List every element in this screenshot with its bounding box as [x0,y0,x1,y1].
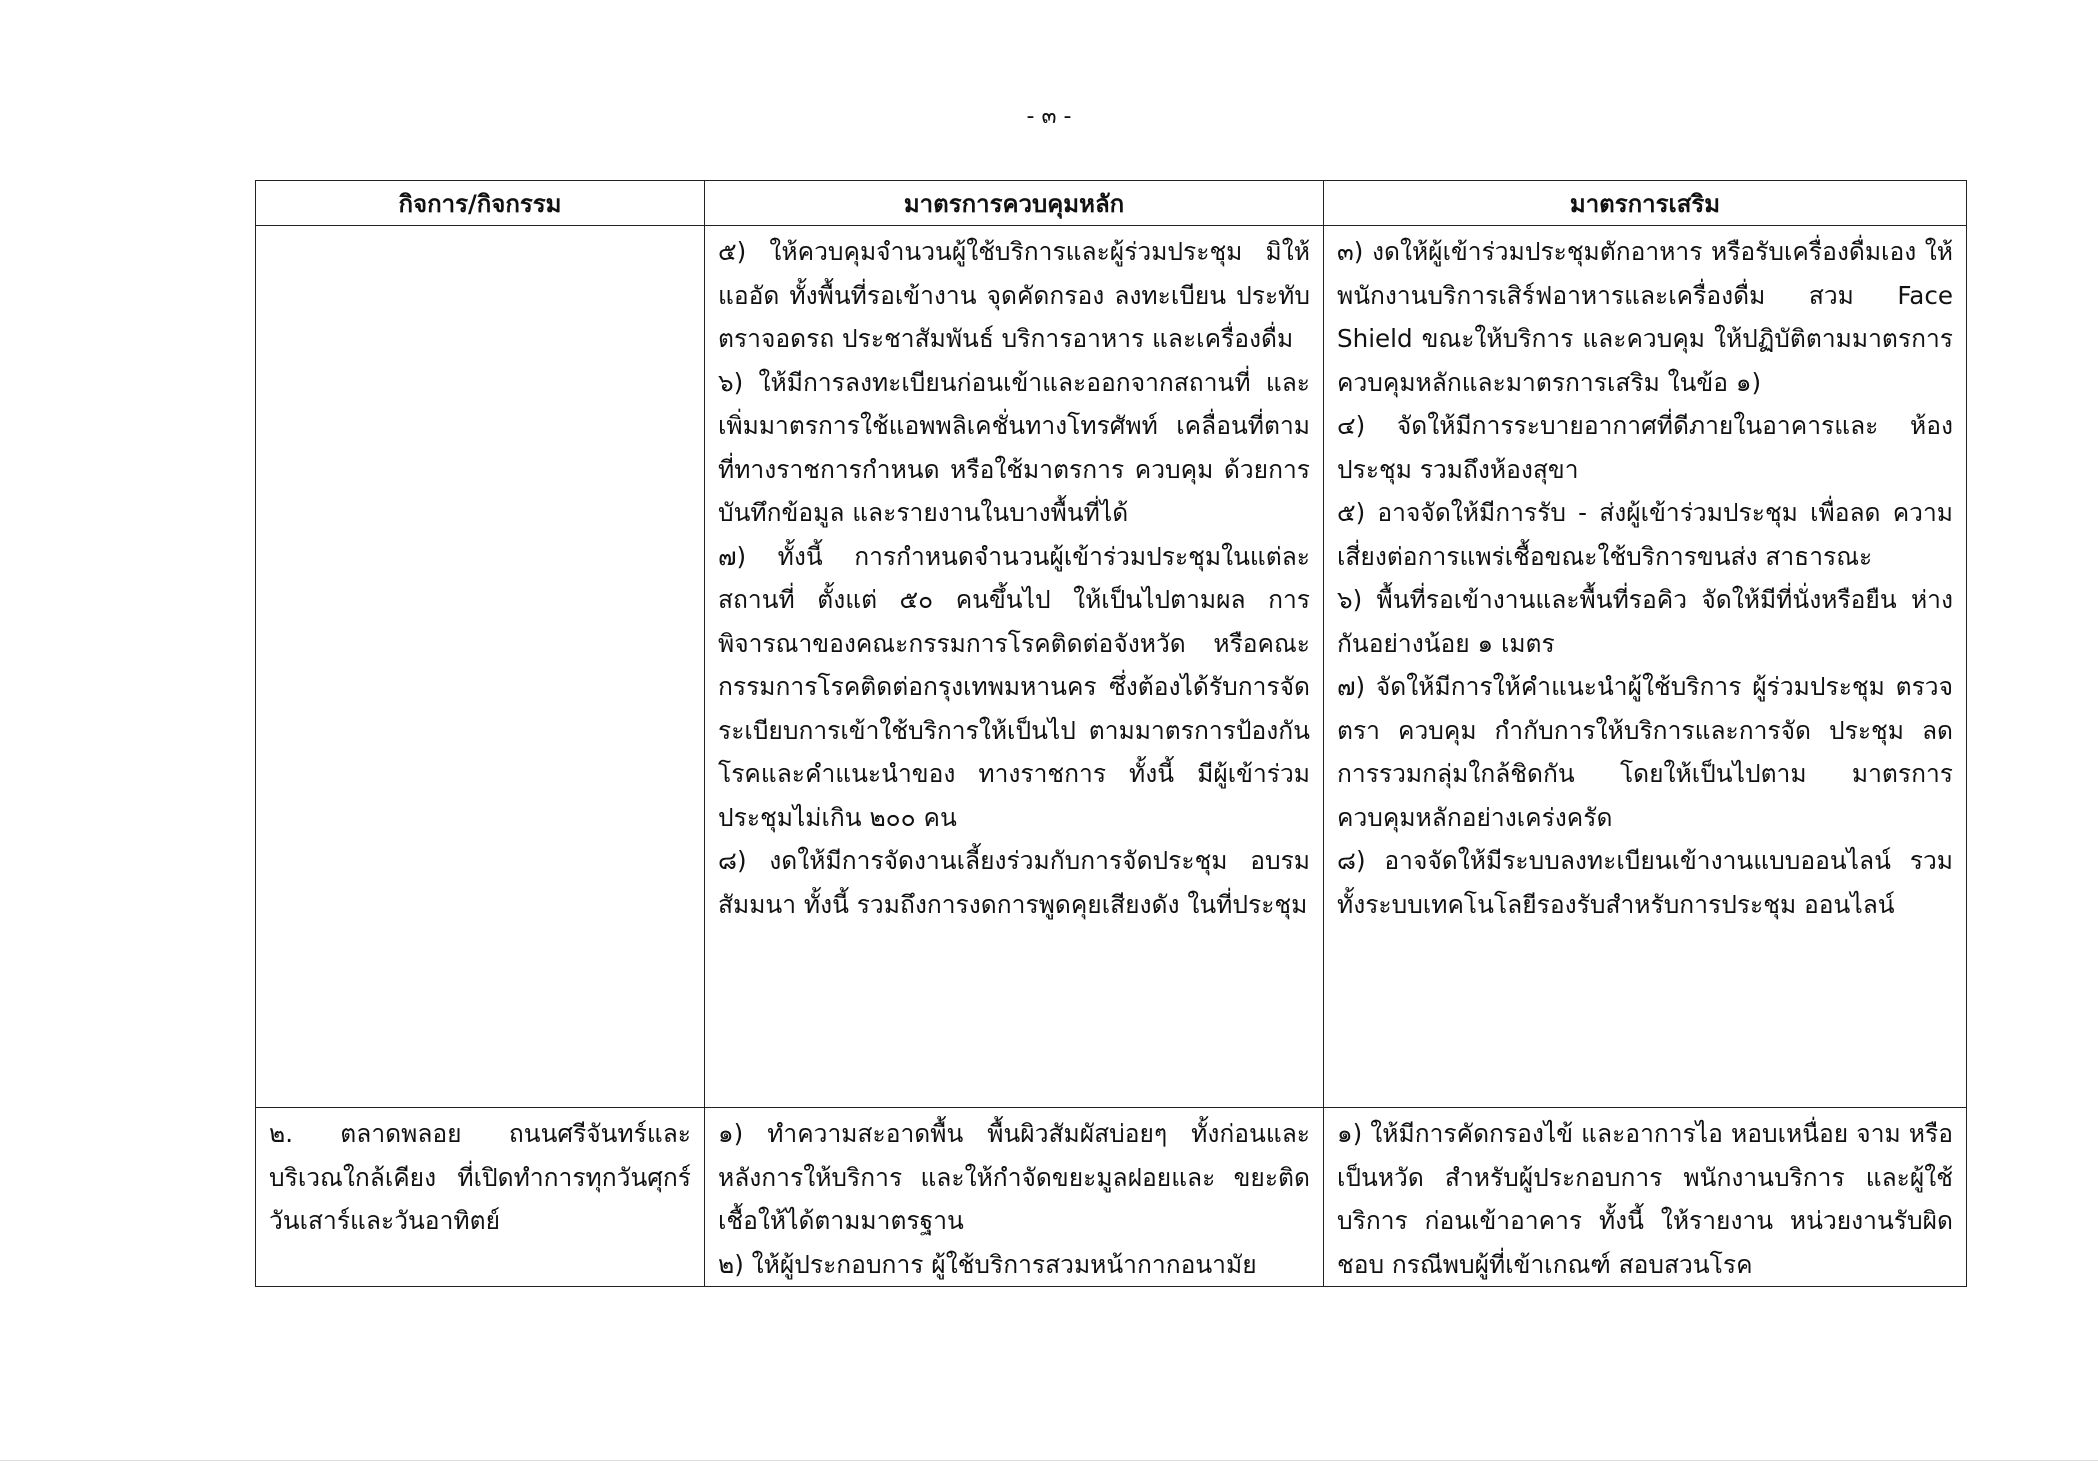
main-measure-item: ๒) ให้ผู้ประกอบการ ผู้ใช้บริการสวมหน้ากากอนามัย [718,1249,1257,1279]
activity-cell [256,226,705,1108]
main-measure-item: ๖) ให้มีการลงทะเบียนก่อนเข้าและออกจากสถานที่ และเพิ่มมาตรการใช้แอพพลิเคชั่นทางโทรศัพท์ เคลื่อนที่ตามที่ทางราชการกำหนด หรือใช้มาตรการ ควบคุม ด้วยการบันทึกข้อมูล และรายงานในบางพื้นที่ได้ [718,367,1310,527]
extra-measure-item: ๖) พื้นที่รอเข้างานและพื้นที่รอคิว จัดให้มีที่นั่งหรือยืน ห่างกันอย่างน้อย ๑ เมตร [1337,585,1953,658]
main-measure-item: ๕) ให้ควบคุมจำนวนผู้ใช้บริการและผู้ร่วมประชุม มิให้แออัด ทั้งพื้นที่รอเข้างาน จุดคัดกรอง ลงทะเบียน ประทับตราจอดรถ ประชาสัมพันธ์ บริการอาหาร และเครื่องดื่ม [718,237,1310,353]
extra-measure-item: ๕) อาจจัดให้มีการรับ - ส่งผู้เข้าร่วมประชุม เพื่อลด ความเสี่ยงต่อการแพร่เชื้อขณะใช้บริการขนส่ง สาธารณะ [1337,498,1953,571]
activity-item: ๒. ตลาดพลอย ถนนศรีจันทร์และ บริเวณใกล้เคียง ที่เปิดทำการทุกวันศุกร์ วันเสาร์และวันอาทิตย์ [269,1119,691,1235]
main-measure-item: ๘) งดให้มีการจัดงานเลี้ยงร่วมกับการจัดประชุม อบรม สัมมนา ทั้งนี้ รวมถึงการงดการพูดคุยเสียงดัง ในที่ประชุม [718,846,1310,919]
table-row [256,1108,1967,1287]
scan-edge-line [0,1460,2098,1461]
main-measure-item: ๑) ทำความสะอาดพื้น พื้นผิวสัมผัสบ่อยๆ ทั้งก่อนและ หลังการให้บริการ และให้กำจัดขยะมูลฝอยและ ขยะติดเชื้อให้ได้ตามมาตรฐาน [718,1119,1310,1235]
extra-measure-item: ๗) จัดให้มีการให้คำแนะนำผู้ใช้บริการ ผู้ร่วมประชุม ตรวจตรา ควบคุม กำกับการให้บริการและการจัด ประชุม ลดการรวมกลุ่มใกล้ชิดกัน โดยให้เป็นไปตาม มาตรการควบคุมหลักอย่างเคร่งครัด [1337,672,1953,832]
header-main-measures: มาตรการควบคุมหลัก [705,181,1324,226]
extra-measure-item: ๔) จัดให้มีการระบายอากาศที่ดีภายในอาคารและ ห้องประชุม รวมถึงห้องสุขา [1337,411,1953,484]
table-header-row [256,181,1967,226]
page-number: - ๓ - [1026,104,1072,129]
extra-measures-cell [1324,226,1967,1108]
extra-measure-item: ๓) งดให้ผู้เข้าร่วมประชุมตักอาหาร หรือรับเครื่องดื่มเอง ให้พนักงานบริการเสิร์ฟอาหารและเครื่องดื่ม สวม Face Shield ขณะให้บริการ และควบคุม ให้ปฏิบัติตามมาตรการควบคุมหลักและมาตรการเสริม ในข้อ ๑) [1337,237,1953,397]
activity-cell [256,1108,705,1287]
extra-measures-cell [1324,1108,1967,1287]
main-measures-cell [705,1108,1324,1287]
main-measures-cell [705,226,1324,1108]
extra-measure-item: ๘) อาจจัดให้มีระบบลงทะเบียนเข้างานแบบออนไลน์ รวมทั้งระบบเทคโนโลยีรองรับสำหรับการประชุม ออนไลน์ [1337,846,1953,919]
header-extra-measures: มาตรการเสริม [1324,181,1967,226]
table-row [256,226,1967,1108]
measures-table [255,180,1967,1287]
header-activity: กิจการ/กิจกรรม [256,181,705,226]
extra-measure-item: ๑) ให้มีการคัดกรองไข้ และอาการไอ หอบเหนื่อย จาม หรือเป็นหวัด สำหรับผู้ประกอบการ พนักงานบริการ และผู้ใช้บริการ ก่อนเข้าอาคาร ทั้งนี้ ให้รายงาน หน่วยงานรับผิดชอบ กรณีพบผู้ที่เข้าเกณฑ์ สอบสวนโรค [1337,1119,1953,1279]
main-measure-item: ๗) ทั้งนี้ การกำหนดจำนวนผู้เข้าร่วมประชุมในแต่ละ สถานที่ ตั้งแต่ ๕๐ คนขึ้นไป ให้เป็นไปตามผล การพิจารณาของคณะกรรมการโรคติดต่อจังหวัด หรือคณะกรรมการโรคติดต่อกรุงเทพมหานคร ซึ่งต้องได้รับการจัดระเบียบการเข้าใช้บริการให้เป็นไป ตามมาตรการป้องกันโรคและคำแนะนำของ ทางราชการ ทั้งนี้ มีผู้เข้าร่วมประชุมไม่เกิน ๒๐๐ คน [718,541,1310,832]
